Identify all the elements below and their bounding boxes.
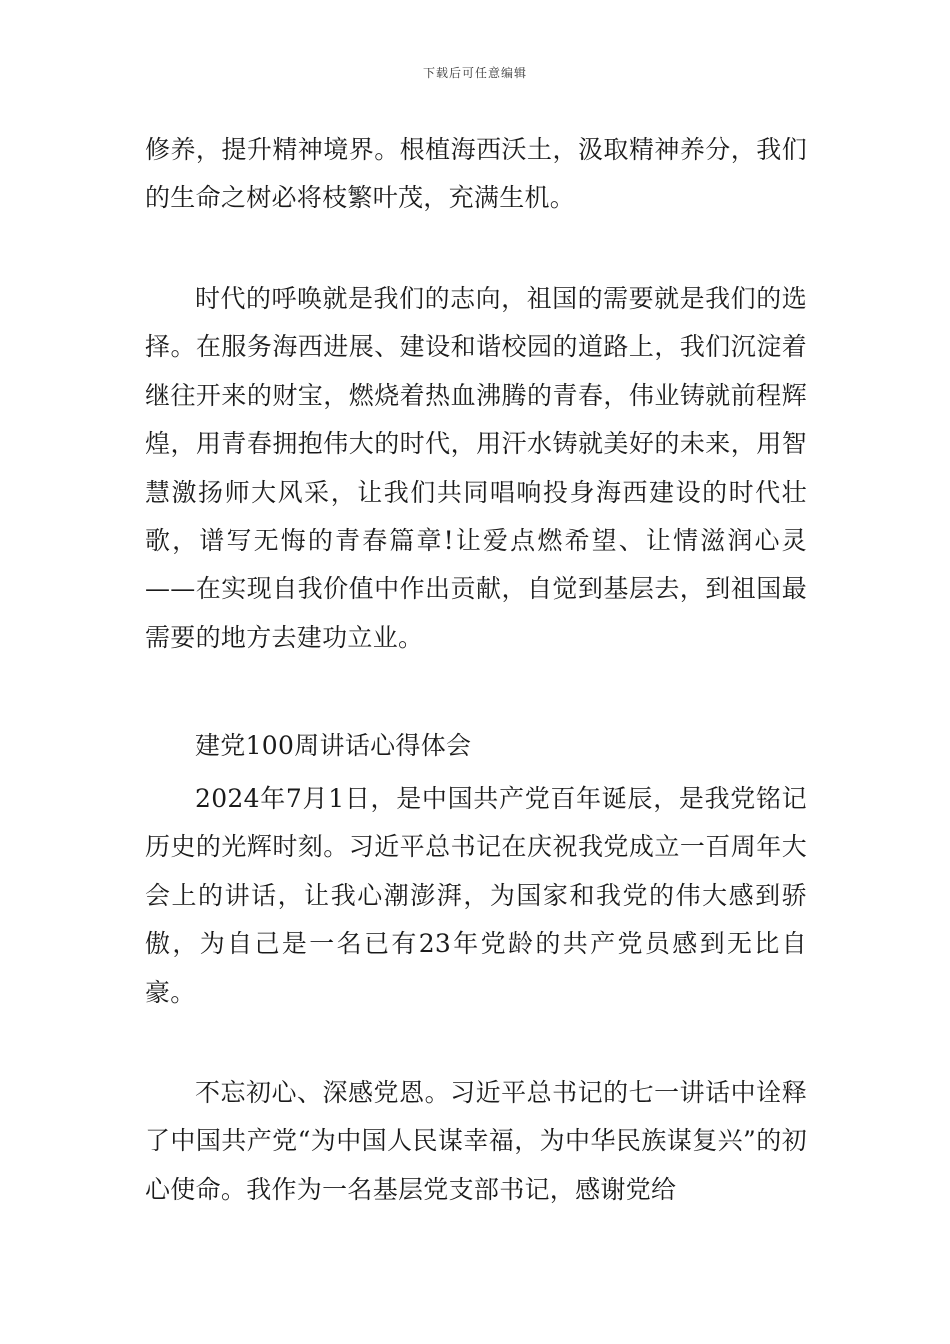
paragraph-continuation: 修养，提升精神境界。根植海西沃土，汲取精神养分，我们的生命之树必将枝繁叶茂，充满生机。 bbox=[145, 135, 807, 213]
header-note: 下载后可任意编辑 bbox=[422, 66, 527, 80]
paragraph-era-call: 时代的呼唤就是我们的志向，祖国的需要就是我们的选择。在服务海西进展、建设和谐校园的道路上，我们沉淀着继往开来的财宝，燃烧着热血沸腾的青春，伟业铸就前程辉煌，用青春拥抱伟大的时代，用汗水铸就美好的未来，用智慧激扬师大风采，让我们共同唱响投身海西建设的时代壮歌，谱写无悔的青春篇章!让爱点燃希望、让情滋润心灵——在实现自我价值中作出贡献，自觉到基层去，到祖国最需要的地方去建功立业。 bbox=[145, 284, 807, 652]
section-heading: 建党100周讲话心得体会 bbox=[195, 731, 472, 760]
paragraph-original-aspiration: 不忘初心、深感党恩。习近平总书记的七一讲话中诠释了中国共产党“为中国人民谋幸福，为中华民族谋复兴”的初心使命。我作为一名基层党支部书记，感谢党给 bbox=[145, 1078, 807, 1204]
paragraph-centenary: 2024年7月1日，是中国共产党百年诞辰，是我党铭记历史的光辉时刻。习近平总书记在庆祝我党成立一百周年大会上的讲话，让我心潮澎湃，为国家和我党的伟大感到骄傲，为自己是一名已有23年党龄的共产党员感到无比自豪。 bbox=[145, 784, 807, 1007]
